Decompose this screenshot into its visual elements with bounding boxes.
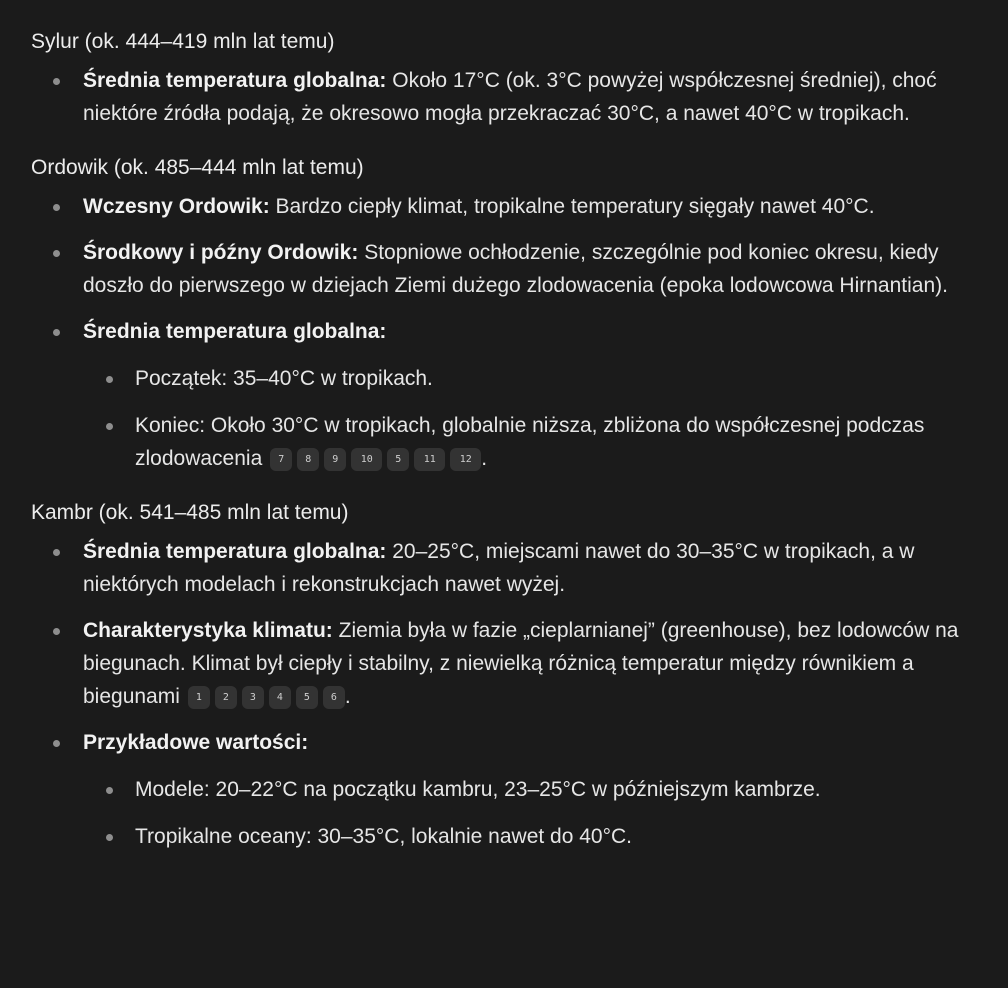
item-label: Wczesny Ordowik: <box>83 195 270 218</box>
list-item <box>83 64 981 130</box>
citation-badge[interactable]: 12 <box>450 448 481 471</box>
sentence-end: . <box>481 447 488 470</box>
citation-badge[interactable]: 8 <box>297 448 319 471</box>
sub-list-item <box>135 409 981 475</box>
list-item <box>83 535 981 601</box>
citation-group <box>180 685 345 708</box>
citation-badge[interactable]: 2 <box>215 686 237 709</box>
citation-badge[interactable]: 4 <box>269 686 291 709</box>
list-item <box>83 614 981 713</box>
list-item <box>83 236 981 302</box>
item-label: Środkowy i późny Ordowik: <box>83 241 359 264</box>
item-label: Średnia temperatura globalna: <box>83 540 387 563</box>
section-sylur <box>31 26 981 130</box>
citation-group <box>262 447 481 470</box>
list-item <box>83 190 981 223</box>
sub-bullet-list <box>83 773 981 853</box>
citation-badge[interactable]: 3 <box>242 686 264 709</box>
item-text: Około 17°C (ok. 3°C powyżej współczesnej średniej), choć niektóre źródła podają, że okresowo mogła przekraczać 30°C, a nawet 40°C w tropikach. <box>83 69 937 125</box>
item-label: Charakterystyka klimatu: <box>83 619 333 642</box>
sub-item-text: Modele: 20–22°C na początku kambru, 23–25°C w późniejszym kambrze. <box>135 778 821 801</box>
item-text: Ziemia była w fazie „cieplarnianej” (greenhouse), bez lodowców na biegunach. Klimat był ciepły i stabilny, z niewielką różnicą temperatur między równikiem a biegunami <box>83 619 959 708</box>
citation-badge[interactable]: 11 <box>414 448 445 471</box>
sub-item-text: Tropikalne oceany: 30–35°C, lokalnie nawet do 40°C. <box>135 825 632 848</box>
item-text: 20–25°C, miejscami nawet do 30–35°C w tropikach, a w niektórych modelach i rekonstrukcjach nawet wyżej. <box>83 540 915 596</box>
citation-badge[interactable]: 5 <box>296 686 318 709</box>
sub-list-item <box>135 820 981 853</box>
section-heading: Kambr (ok. 541–485 mln lat temu) <box>31 501 349 524</box>
citation-badge[interactable]: 10 <box>351 448 382 471</box>
item-label: Przykładowe wartości: <box>83 731 309 754</box>
list-item <box>83 315 981 475</box>
sub-list-item <box>135 773 981 806</box>
item-label: Średnia temperatura globalna: <box>83 320 387 343</box>
citation-badge[interactable]: 5 <box>387 448 409 471</box>
bullet-list <box>31 64 981 130</box>
citation-badge[interactable]: 1 <box>188 686 210 709</box>
citation-badge[interactable]: 9 <box>324 448 346 471</box>
citation-badge[interactable]: 7 <box>270 448 292 471</box>
sub-item-text: Początek: 35–40°C w tropikach. <box>135 367 433 390</box>
section-heading: Ordowik (ok. 485–444 mln lat temu) <box>31 156 364 179</box>
list-item <box>83 726 981 853</box>
sub-bullet-list <box>83 362 981 475</box>
citation-badge[interactable]: 6 <box>323 686 345 709</box>
sub-item-text: Koniec: Około 30°C w tropikach, globalnie niższa, zbliżona do współczesnej podczas zlodowacenia <box>135 414 925 470</box>
section-kambr <box>31 497 981 853</box>
bullet-list <box>31 535 981 853</box>
item-label: Średnia temperatura globalna: <box>83 69 387 92</box>
section-heading: Sylur (ok. 444–419 mln lat temu) <box>31 30 335 53</box>
sub-list-item <box>135 362 981 395</box>
section-ordowik <box>31 152 981 475</box>
bullet-list <box>31 190 981 475</box>
chat-response-content <box>31 26 981 875</box>
item-text: Stopniowe ochłodzenie, szczególnie pod koniec okresu, kiedy doszło do pierwszego w dziejach Ziemi dużego zlodowacenia (epoka lodowcowa Hirnantian). <box>83 241 948 297</box>
item-text: Bardzo ciepły klimat, tropikalne temperatury sięgały nawet 40°C. <box>269 195 875 218</box>
sentence-end: . <box>344 685 351 708</box>
